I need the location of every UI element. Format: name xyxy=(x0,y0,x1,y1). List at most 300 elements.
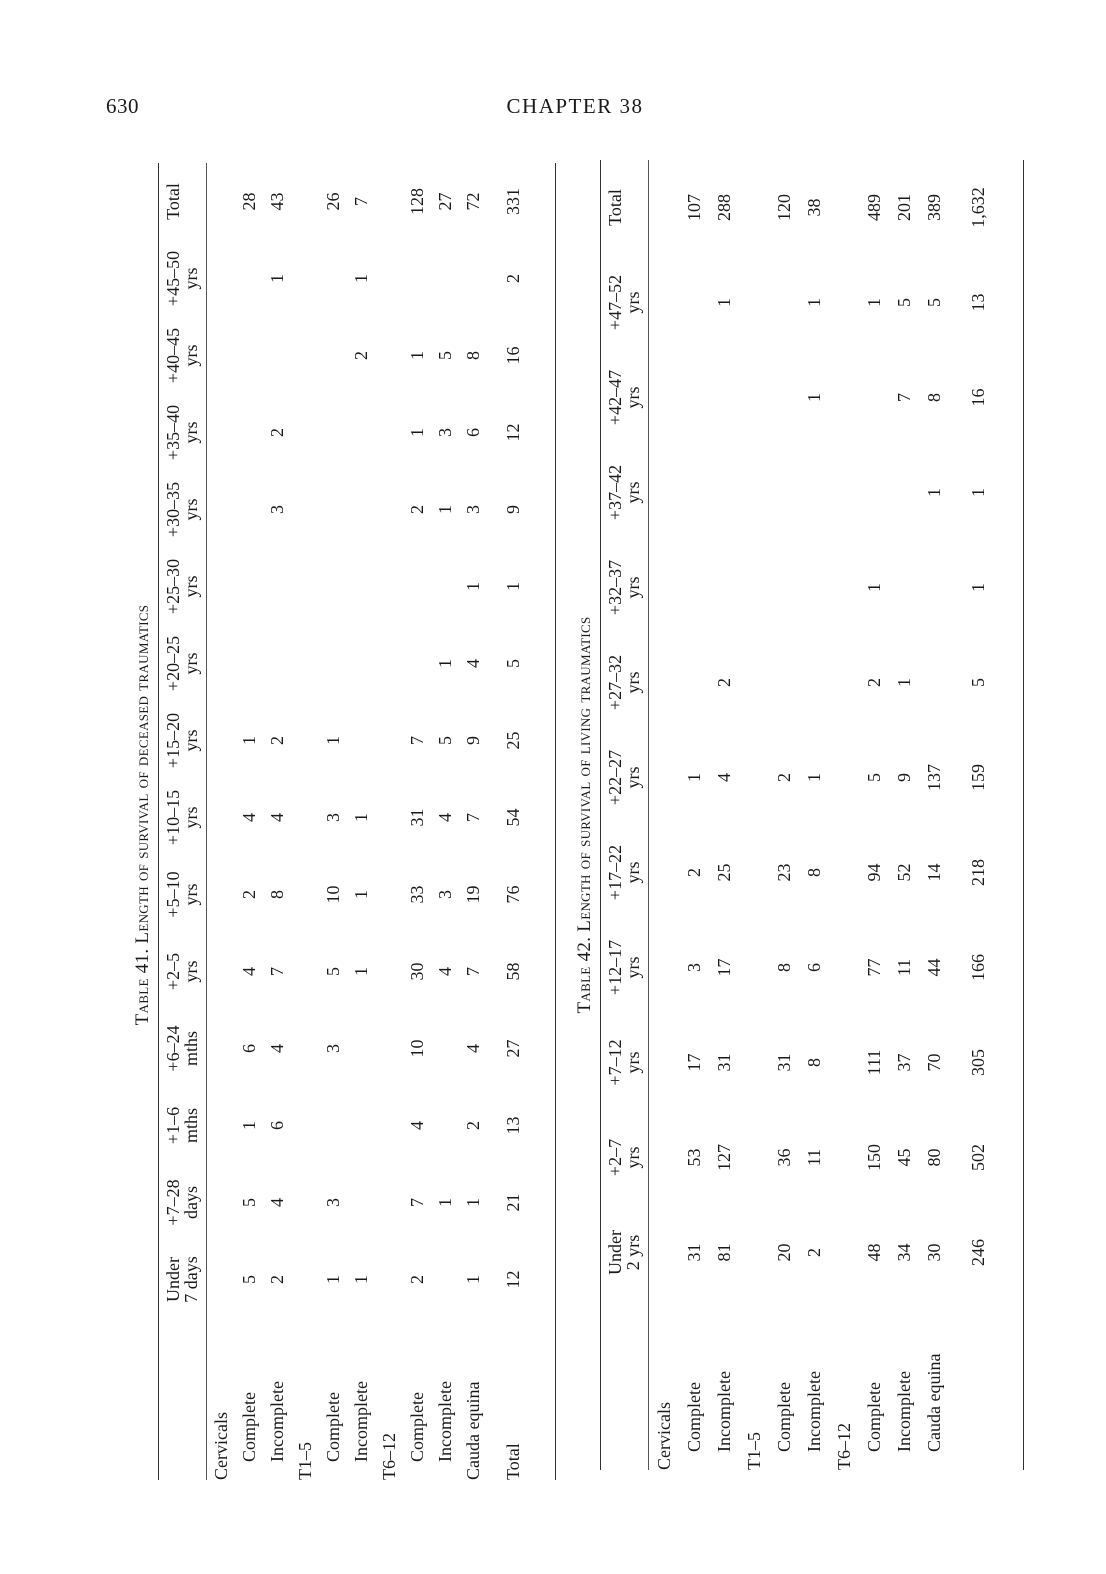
table-cell: 2 xyxy=(406,505,427,514)
column-header-line-1: +40–45 xyxy=(163,327,183,384)
table-cell xyxy=(207,240,236,317)
table-cell xyxy=(375,240,403,317)
table-cell: 38 xyxy=(803,198,824,217)
table-cell: 1 xyxy=(803,773,824,782)
table-cell: 1 xyxy=(434,659,455,668)
table-cell xyxy=(207,548,236,625)
table-cell xyxy=(829,825,859,920)
table-cell: 9 xyxy=(893,773,914,782)
row-label: Cauda equina xyxy=(462,1381,483,1480)
table-cell: 489 xyxy=(863,194,884,221)
table-cell xyxy=(649,825,680,920)
column-header xyxy=(603,350,649,445)
column-header-line-1: +5–10 xyxy=(163,871,183,918)
table-cell xyxy=(739,825,769,920)
row-label: Incomplete xyxy=(893,1371,914,1452)
table-cell xyxy=(319,625,347,702)
table-cell xyxy=(799,635,829,730)
table-cell: 288 xyxy=(713,194,734,221)
table-cell xyxy=(319,471,347,548)
table-cell xyxy=(291,1241,319,1318)
table-cell xyxy=(859,350,889,445)
column-header xyxy=(161,1164,207,1241)
table-cell xyxy=(649,920,680,1015)
table-cell: 5 xyxy=(863,773,884,782)
column-header-line-1: +1–6 xyxy=(163,1106,183,1145)
table-cell xyxy=(347,1087,375,1164)
table-cell xyxy=(649,635,680,730)
table-cell xyxy=(739,1015,769,1110)
row-label: Complete xyxy=(238,1392,259,1462)
row-label: Cervicals xyxy=(210,1412,231,1480)
table-cell xyxy=(769,635,799,730)
table-cell xyxy=(679,350,709,445)
table-cell: 27 xyxy=(434,192,455,211)
table-cell xyxy=(207,1241,236,1318)
table-cell xyxy=(769,255,799,350)
table-cell xyxy=(375,394,403,471)
table-cell xyxy=(207,163,236,240)
total-cell: 58 xyxy=(502,962,523,981)
row-label: Incomplete xyxy=(266,1381,287,1462)
spacer-row xyxy=(949,160,963,1470)
table-cell xyxy=(739,540,769,635)
table-cell xyxy=(291,240,319,317)
table-cell xyxy=(235,471,263,548)
table-cell: 1 xyxy=(322,1275,343,1284)
table-42-block xyxy=(570,160,1024,1470)
table-cell: 2 xyxy=(266,428,287,437)
table-cell: 1 xyxy=(713,298,734,307)
table-cell: 4 xyxy=(713,773,734,782)
table-cell: 4 xyxy=(462,1044,483,1053)
total-cell: 218 xyxy=(967,859,988,886)
table-cell xyxy=(347,548,375,625)
table-cell: 1 xyxy=(893,678,914,687)
total-label: Total xyxy=(502,1443,523,1480)
table-row xyxy=(263,163,291,1480)
bottom-rule-row xyxy=(993,160,1024,1470)
table-cell xyxy=(207,933,236,1010)
table-cell: 4 xyxy=(434,967,455,976)
column-header-line-2: days xyxy=(181,1186,201,1219)
row-label: T6–12 xyxy=(833,1423,854,1470)
table-cell: 7 xyxy=(462,967,483,976)
table-41 xyxy=(158,163,556,1480)
total-cell: 5 xyxy=(967,678,988,687)
table-cell: 107 xyxy=(683,194,704,221)
page-number: 630 xyxy=(106,94,139,118)
table-cell: 10 xyxy=(406,1039,427,1058)
table-cell: 45 xyxy=(893,1148,914,1167)
table-cell: 1 xyxy=(863,298,884,307)
column-header-line-2: mths xyxy=(181,1031,201,1067)
table-cell xyxy=(235,240,263,317)
table-cell xyxy=(235,625,263,702)
table-cell xyxy=(263,317,291,394)
table-cell: 4 xyxy=(434,813,455,822)
table-row xyxy=(649,160,680,1470)
table-cell: 3 xyxy=(683,963,704,972)
table-cell: 20 xyxy=(773,1243,794,1262)
table-cell: 4 xyxy=(266,813,287,822)
column-header xyxy=(603,730,649,825)
table-cell: 1 xyxy=(350,890,371,899)
table-cell xyxy=(431,1087,459,1164)
table-cell xyxy=(403,625,431,702)
table-row xyxy=(829,160,859,1470)
table-cell xyxy=(291,548,319,625)
total-cell: 502 xyxy=(967,1144,988,1171)
total-cell: 246 xyxy=(967,1239,988,1266)
total-row xyxy=(499,163,527,1480)
table-cell xyxy=(207,856,236,933)
table-cell xyxy=(375,933,403,1010)
table-row xyxy=(739,160,769,1470)
table-row xyxy=(235,163,263,1480)
column-header xyxy=(161,933,207,1010)
table-cell xyxy=(919,635,949,730)
table-cell xyxy=(649,255,680,350)
column-header xyxy=(603,825,649,920)
table-cell: 1 xyxy=(406,428,427,437)
table-cell xyxy=(235,317,263,394)
column-header-line-2: yrs xyxy=(181,267,201,290)
total-cell: 25 xyxy=(502,731,523,750)
table-cell: 1 xyxy=(462,1275,483,1284)
row-label: Complete xyxy=(322,1392,343,1462)
table-cell xyxy=(679,445,709,540)
table-41-block xyxy=(128,150,556,1480)
table-cell xyxy=(319,548,347,625)
column-header-line-2: 7 days xyxy=(181,1256,201,1303)
page-header xyxy=(0,94,1106,128)
table-row xyxy=(319,163,347,1480)
table-cell: 31 xyxy=(773,1053,794,1072)
table-cell xyxy=(319,1087,347,1164)
column-header-line-1: +7–28 xyxy=(163,1179,183,1226)
table-cell: 2 xyxy=(462,1121,483,1130)
table-cell xyxy=(679,635,709,730)
column-header xyxy=(603,540,649,635)
column-header xyxy=(161,856,207,933)
table-cell: 150 xyxy=(863,1144,884,1171)
table-cell xyxy=(207,317,236,394)
table-cell xyxy=(347,394,375,471)
table-cell xyxy=(431,1241,459,1318)
table-row xyxy=(919,160,949,1470)
column-header-line-2: yrs xyxy=(623,861,643,884)
spacer-cell xyxy=(949,160,963,1470)
table-cell: 2 xyxy=(683,868,704,877)
table-cell: 111 xyxy=(863,1049,884,1076)
table-cell xyxy=(235,548,263,625)
table-row xyxy=(431,163,459,1480)
table-cell xyxy=(431,548,459,625)
table-cell: 31 xyxy=(406,808,427,827)
table-42-body xyxy=(649,160,1024,1470)
total-cell: 13 xyxy=(967,293,988,312)
table-cell: 3 xyxy=(322,1198,343,1207)
bottom-rule-row xyxy=(527,163,556,1480)
table-cell: 44 xyxy=(923,958,944,977)
total-cell: 12 xyxy=(502,423,523,442)
total-cell: 1 xyxy=(967,583,988,592)
table-cell: 1 xyxy=(350,1275,371,1284)
table-cell xyxy=(291,394,319,471)
column-header-line-2: mths xyxy=(181,1108,201,1144)
table-row xyxy=(207,163,236,1480)
table-cell xyxy=(347,471,375,548)
column-header xyxy=(603,1110,649,1205)
row-label: T1–5 xyxy=(743,1432,764,1470)
table-42-header-row xyxy=(603,160,649,1470)
table-cell xyxy=(649,1110,680,1205)
table-cell xyxy=(207,1164,236,1241)
table-cell xyxy=(829,920,859,1015)
table-cell: 10 xyxy=(322,885,343,904)
table-cell: 70 xyxy=(923,1053,944,1072)
table-cell: 120 xyxy=(773,194,794,221)
table-row xyxy=(347,163,375,1480)
table-cell xyxy=(291,1087,319,1164)
table-cell xyxy=(829,1015,859,1110)
table-cell: 4 xyxy=(462,659,483,668)
column-header-line-1: Under xyxy=(605,1230,625,1275)
table-cell xyxy=(375,1010,403,1087)
column-header-line-1: +37–42 xyxy=(605,464,625,521)
table-cell: 3 xyxy=(434,428,455,437)
column-header-line-1: +2–5 xyxy=(163,952,183,991)
table-cell xyxy=(889,445,919,540)
table-cell xyxy=(739,160,769,255)
table-cell xyxy=(207,1010,236,1087)
table-cell: 4 xyxy=(266,1044,287,1053)
column-header xyxy=(161,1241,207,1318)
table-cell xyxy=(739,730,769,825)
table-cell xyxy=(431,240,459,317)
column-header xyxy=(161,548,207,625)
table-cell: 1 xyxy=(266,274,287,283)
table-cell: 6 xyxy=(266,1121,287,1130)
column-header-line-2: yrs xyxy=(623,766,643,789)
table-cell: 19 xyxy=(462,885,483,904)
column-header-line-2: yrs xyxy=(181,344,201,367)
table-42-caption: Table 42. Length of survival of living traumatics xyxy=(574,616,595,1014)
table-cell: 3 xyxy=(322,813,343,822)
table-row xyxy=(769,160,799,1470)
table41-header-stub xyxy=(161,1318,207,1480)
table-cell: 5 xyxy=(238,1198,259,1207)
table-cell xyxy=(649,445,680,540)
total-cell: 2 xyxy=(502,274,523,283)
table-cell: 5 xyxy=(434,736,455,745)
table-cell: 201 xyxy=(893,194,914,221)
table-cell xyxy=(375,702,403,779)
column-header xyxy=(161,240,207,317)
table-cell: 28 xyxy=(238,192,259,211)
table-cell: 30 xyxy=(923,1243,944,1262)
total-cell: 54 xyxy=(502,808,523,827)
table-cell xyxy=(829,540,859,635)
table-cell: 5 xyxy=(923,298,944,307)
column-header xyxy=(161,1087,207,1164)
table-cell: 5 xyxy=(434,351,455,360)
table-cell xyxy=(291,625,319,702)
table-cell xyxy=(739,350,769,445)
column-header xyxy=(161,317,207,394)
table-41-body xyxy=(207,163,556,1480)
table-cell xyxy=(207,471,236,548)
column-header-line-2: yrs xyxy=(181,806,201,829)
spacer-cell xyxy=(487,163,499,1480)
table-cell xyxy=(291,163,319,240)
table-row xyxy=(679,160,709,1470)
row-label: Cauda equina xyxy=(923,1353,944,1452)
table-cell: 2 xyxy=(406,1275,427,1284)
column-header xyxy=(603,635,649,730)
table-cell: 2 xyxy=(863,678,884,687)
total-cell: 76 xyxy=(502,885,523,904)
column-header-line-2: yrs xyxy=(181,652,201,675)
table-cell: 7 xyxy=(266,967,287,976)
table-row xyxy=(375,163,403,1480)
column-header-line-2: yrs xyxy=(623,671,643,694)
table-cell: 1 xyxy=(350,274,371,283)
total-cell: 16 xyxy=(502,346,523,365)
table-cell xyxy=(375,1164,403,1241)
table-cell xyxy=(799,540,829,635)
table-cell: 6 xyxy=(803,963,824,972)
table-cell xyxy=(347,1010,375,1087)
column-header-line-1: +20–25 xyxy=(163,635,183,692)
table-cell xyxy=(649,730,680,825)
table-row xyxy=(709,160,739,1470)
column-header-line-1: +2–7 xyxy=(605,1138,625,1177)
table-cell xyxy=(739,635,769,730)
column-header xyxy=(603,1015,649,1110)
table-cell: 7 xyxy=(893,393,914,402)
table-cell xyxy=(291,471,319,548)
table-cell: 72 xyxy=(462,192,483,211)
table-cell: 2 xyxy=(713,678,734,687)
table-cell xyxy=(375,317,403,394)
column-header-line-1: +6–24 xyxy=(163,1025,183,1072)
column-header-line-2: yrs xyxy=(181,883,201,906)
table-cell: 1 xyxy=(350,813,371,822)
table-cell xyxy=(799,445,829,540)
table-cell: 7 xyxy=(462,813,483,822)
row-label: Incomplete xyxy=(803,1371,824,1452)
table-cell xyxy=(919,540,949,635)
total-cell: 166 xyxy=(967,954,988,981)
row-label: Complete xyxy=(406,1392,427,1462)
column-header-line-1: +22–27 xyxy=(605,749,625,806)
table-cell: 1 xyxy=(434,1198,455,1207)
column-header-line-1: +30–35 xyxy=(163,481,183,538)
table-cell: 4 xyxy=(266,1198,287,1207)
table-cell xyxy=(829,1205,859,1300)
total-cell: 9 xyxy=(502,505,523,514)
table-cell xyxy=(403,240,431,317)
table-cell: 11 xyxy=(893,958,914,977)
table-cell: 31 xyxy=(713,1053,734,1072)
table-cell xyxy=(709,540,739,635)
column-header-line-1: Total xyxy=(605,189,625,226)
column-header-line-1: Total xyxy=(163,183,183,220)
table-cell xyxy=(709,445,739,540)
table-cell xyxy=(889,540,919,635)
column-header xyxy=(603,255,649,350)
table-cell xyxy=(829,730,859,825)
table-cell xyxy=(375,779,403,856)
table-41-header-row xyxy=(161,163,207,1480)
table42-header-stub xyxy=(603,1300,649,1470)
table-cell: 1 xyxy=(406,351,427,360)
table-cell: 5 xyxy=(322,967,343,976)
table-cell xyxy=(649,1205,680,1300)
table-cell xyxy=(403,548,431,625)
table-cell: 48 xyxy=(863,1243,884,1262)
table-cell xyxy=(291,1164,319,1241)
column-header-line-2: yrs xyxy=(623,1051,643,1074)
column-header-line-2: yrs xyxy=(181,729,201,752)
column-header-line-2: yrs xyxy=(181,575,201,598)
table-cell: 127 xyxy=(713,1144,734,1171)
table-row xyxy=(403,163,431,1480)
column-header-line-2: yrs xyxy=(623,956,643,979)
table-42 xyxy=(600,160,1024,1470)
table-cell xyxy=(829,350,859,445)
row-label: Complete xyxy=(683,1382,704,1452)
table-cell xyxy=(291,702,319,779)
table-cell xyxy=(679,255,709,350)
table-cell xyxy=(375,163,403,240)
table-cell xyxy=(235,394,263,471)
table-row xyxy=(889,160,919,1470)
table-cell: 37 xyxy=(893,1053,914,1072)
table-cell xyxy=(375,471,403,548)
table-cell: 1 xyxy=(238,1121,259,1130)
column-header xyxy=(603,160,649,255)
table-cell: 1 xyxy=(863,583,884,592)
column-header xyxy=(161,471,207,548)
table-cell xyxy=(291,933,319,1010)
column-header-line-1: +27–32 xyxy=(605,654,625,711)
row-label: Complete xyxy=(863,1382,884,1452)
table-cell xyxy=(207,1087,236,1164)
table-41-caption: Table 41. Length of survival of deceased traumatics xyxy=(132,604,153,1026)
table-cell xyxy=(375,625,403,702)
table-cell: 1 xyxy=(350,967,371,976)
table-cell: 2 xyxy=(803,1248,824,1257)
table-cell xyxy=(375,1241,403,1318)
table-cell xyxy=(769,540,799,635)
table-cell: 33 xyxy=(406,885,427,904)
table-cell xyxy=(829,635,859,730)
table-cell xyxy=(649,540,680,635)
column-header-line-1: +42–47 xyxy=(605,369,625,426)
table-cell: 3 xyxy=(266,505,287,514)
table-cell xyxy=(649,350,680,445)
column-header-line-1: +15–20 xyxy=(163,712,183,769)
row-label: T6–12 xyxy=(378,1433,399,1480)
column-header-line-1: +32–37 xyxy=(605,559,625,616)
table-cell: 94 xyxy=(863,863,884,882)
table-cell xyxy=(319,240,347,317)
table-cell: 389 xyxy=(923,194,944,221)
table-cell xyxy=(739,1110,769,1205)
